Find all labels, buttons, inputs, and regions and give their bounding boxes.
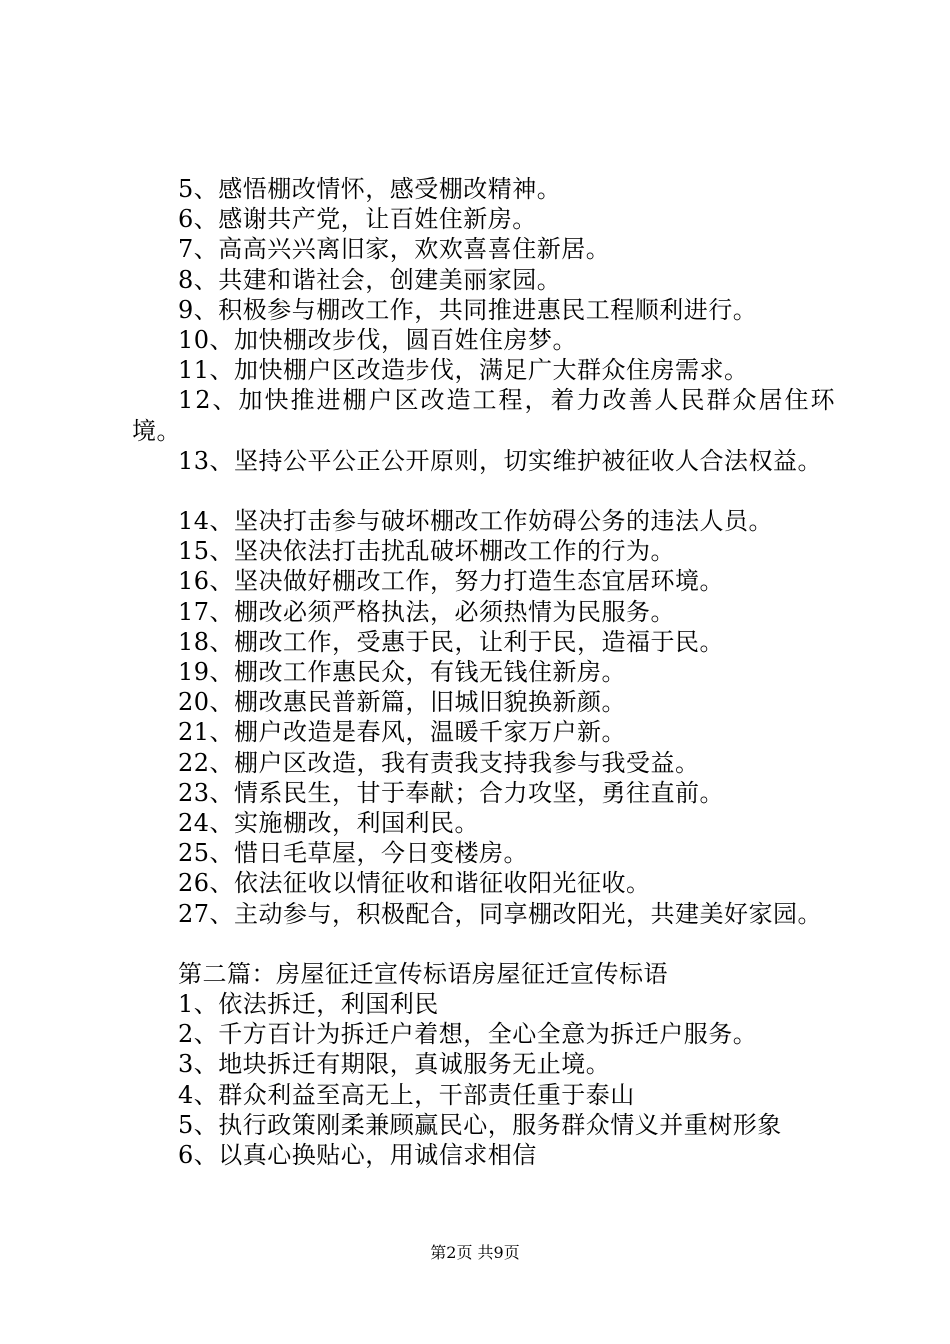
- text-line-15: 17、棚改必须严格执法，必须热情为民服务。: [178, 597, 676, 626]
- text-line-16: 18、棚改工作，受惠于民，让利于民，造福于民。: [178, 627, 725, 656]
- text-line-5: 9、积极参与棚改工作，共同推进惠民工程顺利进行。: [178, 295, 758, 324]
- text-line-10: 13、坚持公平公正公开原则，切实维护被征收人合法权益。: [178, 446, 823, 475]
- text-line-12: 14、坚决打击参与破坏棚改工作妨碍公务的违法人员。: [178, 507, 774, 536]
- text-line-7: 11、加快棚户区改造步伐，满足广大群众住房需求。: [178, 356, 749, 385]
- text-line-24: 26、依法征收以情征收和谐征收阳光征收。: [178, 869, 651, 898]
- text-line-18: 20、棚改惠民普新篇，旧城旧貌换新颜。: [178, 688, 627, 717]
- text-line-9: 境。: [132, 416, 181, 445]
- text-line-8: 12、加快推进棚户区改造工程，着力改善人民群众居住环: [178, 386, 837, 415]
- text-line-30: 3、地块拆迁有期限，真诚服务无止境。: [178, 1050, 611, 1079]
- blank-line: [132, 476, 862, 506]
- text-line-32: 5、执行政策刚柔兼顾赢民心，服务群众情义并重树形象: [178, 1110, 782, 1139]
- text-line-6: 10、加快棚改步伐，圆百姓住房梦。: [178, 325, 578, 354]
- text-line-14: 16、坚决做好棚改工作，努力打造生态宜居环境。: [178, 567, 725, 596]
- text-line-22: 24、实施棚改，利国利民。: [178, 808, 480, 837]
- text-line-19: 21、棚户改造是春风，温暖千家万户新。: [178, 718, 627, 747]
- text-line-23: 25、惜日毛草屋，今日变楼房。: [178, 839, 529, 868]
- text-line-28: 1、依法拆迁，利国利民: [178, 990, 439, 1019]
- section-heading: 第二篇：房屋征迁宣传标语房屋征迁宣传标语: [178, 959, 668, 988]
- text-line-17: 19、棚改工作惠民众，有钱无钱住新房。: [178, 658, 627, 686]
- text-line-20: 22、棚户区改造，我有责我支持我参与我受益。: [178, 748, 700, 777]
- text-line-13: 15、坚决依法打击扰乱破坏棚改工作的行为。: [178, 537, 676, 566]
- text-line-3: 7、高高兴兴离旧家，欢欢喜喜住新居。: [178, 235, 611, 264]
- page-footer: 第2页 共9页: [430, 1243, 520, 1262]
- text-line-2: 6、感谢共产党，让百姓住新房。: [178, 205, 537, 234]
- text-line-21: 23、情系民生，甘于奉献；合力攻坚，勇往直前。: [178, 778, 725, 807]
- text-line-1: 5、感悟棚改情怀，感受棚改精神。: [178, 175, 562, 203]
- text-line-25: 27、主动参与，积极配合，同享棚改阳光，共建美好家园。: [178, 899, 823, 928]
- blank-line: [132, 929, 862, 959]
- document-body: [132, 174, 862, 1170]
- text-line-29: 2、千方百计为拆迁户着想，全心全意为拆迁户服务。: [178, 1020, 758, 1049]
- text-line-31: 4、群众利益至高无上，干部责任重于泰山: [178, 1080, 635, 1109]
- text-line-33: 6、以真心换贴心，用诚信求相信: [178, 1141, 537, 1169]
- text-line-4: 8、共建和谐社会，创建美丽家园。: [178, 265, 562, 294]
